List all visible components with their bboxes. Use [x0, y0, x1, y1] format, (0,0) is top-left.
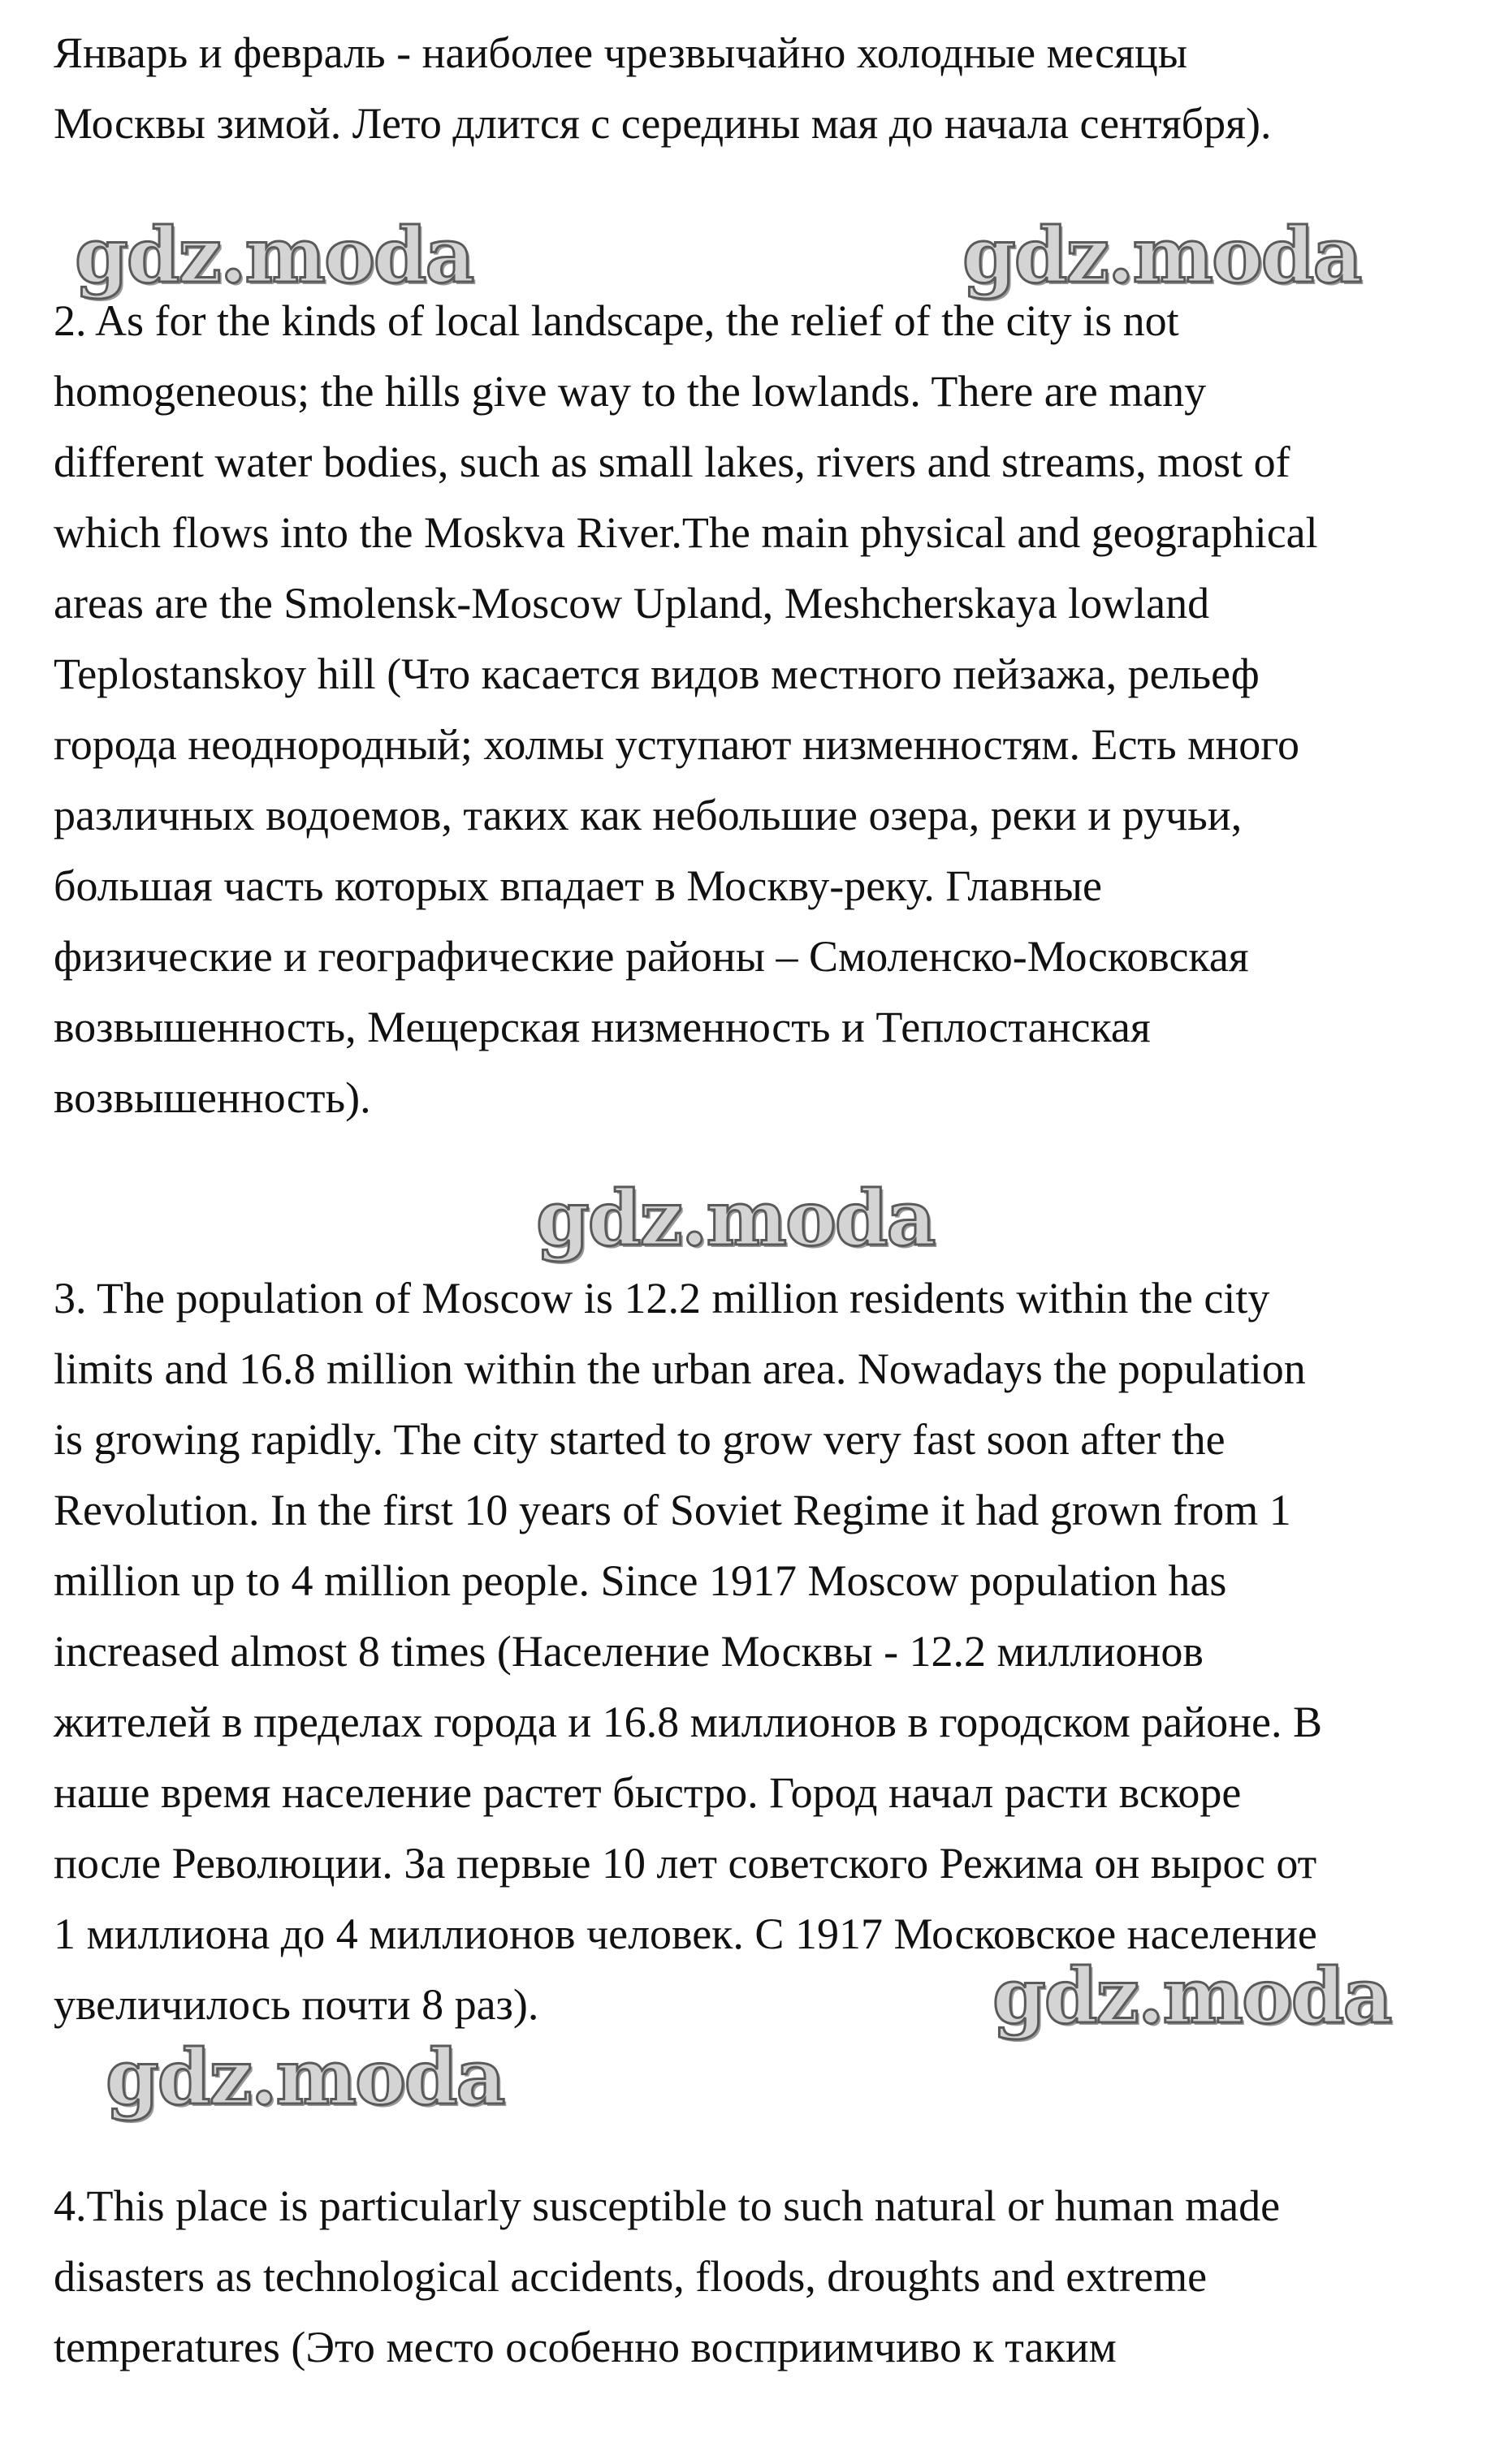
paragraph-item-3	[54, 1263, 1450, 2040]
text-line: возвышенность).	[54, 1073, 371, 1122]
watermark-logo: gdz.moda	[106, 2033, 504, 2122]
text-line: возвышенность, Мещерская низменность и Теплостанская	[54, 1003, 1151, 1051]
watermark-logo: gdz.moda	[992, 1952, 1391, 2041]
text-line: жителей в пределах города и 16.8 миллионов в городском районе. В	[54, 1698, 1323, 1746]
text-line: increased almost 8 times (Население Москвы - 12.2 миллионов	[54, 1627, 1204, 1676]
text-line: Teplostanskoy hill (Что касается видов местного пейзажа, рельеф	[54, 649, 1260, 698]
paragraph-item-4	[54, 2171, 1450, 2383]
text-line: million up to 4 million people. Since 1917 Moscow population has	[54, 1556, 1227, 1605]
text-line: Москвы зимой. Лето длится с середины мая до начала сентября).	[54, 99, 1272, 148]
text-line: homogeneous; the hills give way to the lowlands. There are many	[54, 367, 1207, 416]
text-line: 1 миллиона до 4 миллионов человек. С 1917 Московское население	[54, 1909, 1317, 1958]
text-line: which flows into the Moskva River.The main physical and geographical	[54, 508, 1318, 557]
text-line: different water bodies, such as small lakes, rivers and streams, most of	[54, 438, 1290, 486]
text-line: is growing rapidly. The city started to grow very fast soon after the	[54, 1415, 1226, 1464]
watermark-logo: gdz.moda	[962, 211, 1361, 300]
text-line: disasters as technological accidents, floods, droughts and extreme	[54, 2252, 1208, 2301]
text-line: areas are the Smolensk-Moscow Upland, Meshcherskaya lowland	[54, 579, 1210, 628]
text-line: различных водоемов, таких как небольшие озера, реки и ручьи,	[54, 791, 1243, 839]
text-line: увеличилось почти 8 раз).	[54, 1980, 539, 2029]
text-line: города неоднородный; холмы уступают низменностям. Есть много	[54, 720, 1300, 769]
watermark-logo: gdz.moda	[75, 211, 473, 300]
text-line: физические и географические районы – Смоленско-Московская	[54, 932, 1249, 981]
text-line: наше время население растет быстро. Город начал расти вскоре	[54, 1768, 1242, 1817]
paragraph-item-2	[54, 286, 1450, 1133]
text-line: большая часть которых впадает в Москву-реку. Главные	[54, 861, 1102, 910]
text-line: после Революции. За первые 10 лет советского Режима он вырос от	[54, 1839, 1317, 1888]
text-line: Revolution. In the first 10 years of Soviet Regime it had grown from 1	[54, 1486, 1291, 1534]
watermark-logo: gdz.moda	[536, 1174, 935, 1263]
text-line: 2. As for the kinds of local landscape, the relief of the city is not	[54, 296, 1179, 345]
text-line: 4.This place is particularly susceptible to such natural or human made	[54, 2181, 1281, 2230]
text-line: 3. The population of Moscow is 12.2 million residents within the city	[54, 1274, 1270, 1323]
paragraph-intro	[54, 18, 1450, 159]
text-line: limits and 16.8 million within the urban area. Nowadays the population	[54, 1344, 1306, 1393]
text-line: Январь и февраль - наиболее чрезвычайно холодные месяцы	[54, 28, 1188, 77]
text-line: temperatures (Это место особенно восприимчиво к таким	[54, 2323, 1117, 2371]
